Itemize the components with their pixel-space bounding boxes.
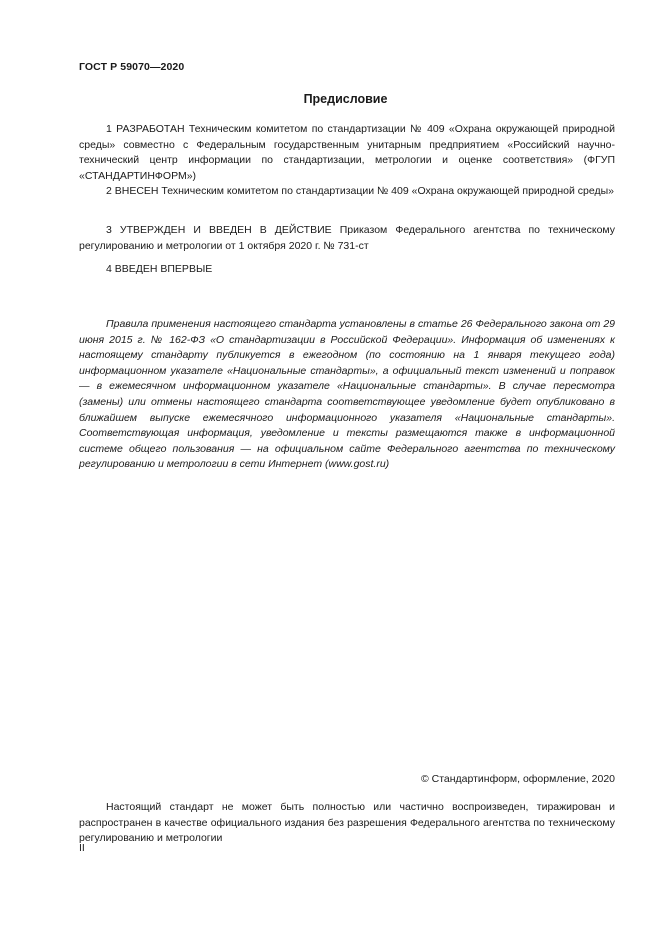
standard-code: ГОСТ Р 59070—2020 xyxy=(79,61,185,73)
reproduction-notice: Настоящий стандарт не может быть полностью или частично воспроизведен, тиражирован и распространен в качестве официального издания без разрешения Федерального агентства по техническому регулированию и метрологии xyxy=(79,801,615,845)
preface-item-approved: 3 УТВЕРЖДЕН И ВВЕДЕН В ДЕЙСТВИЕ Приказом Федерального агентства по техническому регулированию и метрологии от 1 октября 2020 г. № 731-ст xyxy=(79,224,615,252)
page-number: II xyxy=(79,842,85,854)
preface-title: Предисловие xyxy=(303,92,388,106)
copyright-line: © Стандартинформ, оформление, 2020 xyxy=(420,773,615,785)
preface-item-developed: 1 РАЗРАБОТАН Техническим комитетом по стандартизации № 409 «Охрана окружающей природной среды» совместно с Федеральным государственным унитарным предприятием «Российский научно-технический центр информации по стандартизации, метрологии и оценке соответствия» (ФГУП «СТАНДАРТИНФОРМ») xyxy=(79,123,615,182)
preface-item-introduced: 2 ВНЕСЕН Техническим комитетом по стандартизации № 409 «Охрана окружающей природной среды» xyxy=(106,185,614,197)
preface-item-first-introduced: 4 ВВЕДЕН ВПЕРВЫЕ xyxy=(106,263,213,275)
legal-note: Правила применения настоящего стандарта установлены в статье 26 Федерального закона от 29 июня 2015 г. № 162-ФЗ «О стандартизации в Российской Федерации». Информация об изменениях к настоящему стандарту публикуется в ежегодном (по состоянию на 1 января текущего года) информационном указателе «Национальные стандарты», а официальный текст изменений и поправок — в ежемесячном информационном указателе «Национальные стандарты». В случае пересмотра (замены) или отмены настоящего стандарта соответствующее уведомление будет опубликовано в ближайшем выпуске ежемесячного информационного указателя «Национальные стандарты». Соответствующая информация, уведомление и тексты размещаются также в информационной системе общего пользования — на официальном сайте Федерального агентства по техническому регулированию и метрологии в сети Интернет (www.gost.ru) xyxy=(79,318,615,471)
